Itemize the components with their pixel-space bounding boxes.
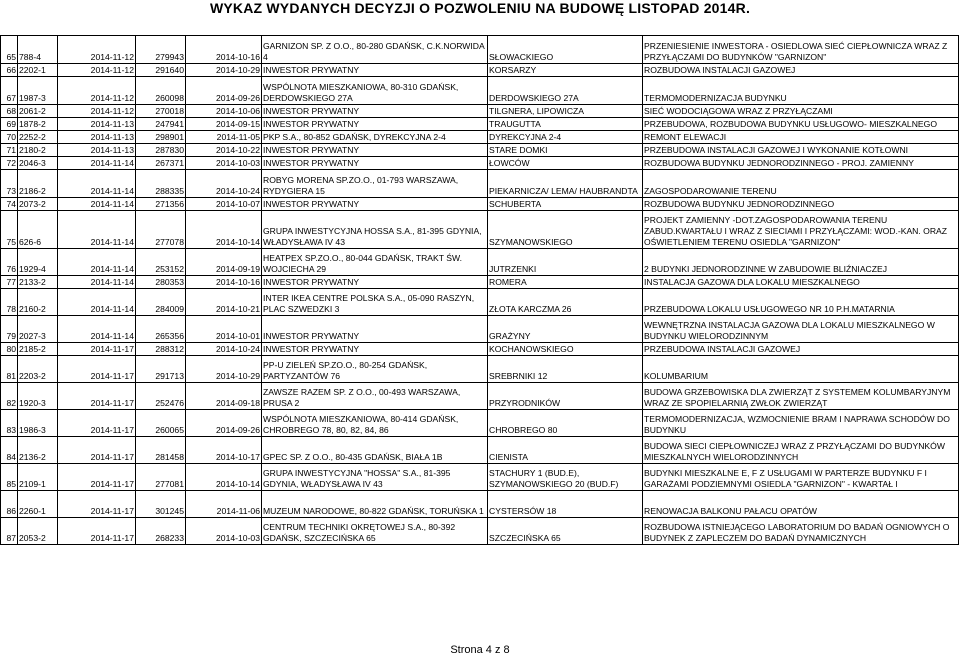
lp-cell: 82 [1, 383, 18, 410]
location-cell: SZCZECIŃSKA 65 [488, 518, 643, 545]
description-cell: KOLUMBARIUM [643, 356, 959, 383]
table-row [1, 518, 959, 545]
investor-cell: GRUPA INWESTYCYJNA HOSSA S.A., 81-395 GDYNIA, WŁADYSŁAWA IV 43 [262, 211, 488, 249]
application-number-cell: 2133-2 [18, 276, 58, 289]
lp-cell: 78 [1, 289, 18, 316]
decision-number-cell: 291713 [136, 356, 186, 383]
lp-cell: 68 [1, 105, 18, 118]
application-date-cell: 2014-11-13 [58, 118, 136, 131]
location-cell: GRAŻYNY [488, 316, 643, 343]
table-row [1, 356, 959, 383]
investor-cell: PP-U ZIELEŃ SP.ZO.O., 80-254 GDAŃSK, PARTYZANTÓW 76 [262, 356, 488, 383]
application-date-cell: 2014-11-14 [58, 157, 136, 170]
location-cell: PRZYRODNIKÓW [488, 383, 643, 410]
decision-date-cell: 2014-10-22 [186, 144, 262, 157]
location-cell: CYSTERSÓW 18 [488, 491, 643, 518]
application-date-cell: 2014-11-17 [58, 343, 136, 356]
decision-number-cell: 267371 [136, 157, 186, 170]
investor-cell: INWESTOR PRYWATNY [262, 64, 488, 77]
application-number-cell: 2185-2 [18, 343, 58, 356]
table-row [1, 198, 959, 211]
location-cell: JUTRZENKI [488, 249, 643, 276]
decision-number-cell: 260098 [136, 77, 186, 105]
decision-date-cell: 2014-10-01 [186, 316, 262, 343]
table-row [1, 464, 959, 491]
description-cell: TERMOMODERNIZACJA, WZMOCNIENIE BRAM I NAPRAWA SCHODÓW DO BUDYNKU [643, 410, 959, 437]
investor-cell: INWESTOR PRYWATNY [262, 316, 488, 343]
lp-cell: 72 [1, 157, 18, 170]
application-number-cell: 2202-1 [18, 64, 58, 77]
investor-cell: INWESTOR PRYWATNY [262, 276, 488, 289]
description-cell: BUDOWA SIECI CIEPŁOWNICZEJ WRAZ Z PRZYŁĄCZAMI DO BUDYNKÓW MIESZKALNYCH WIELORODZINNYCH [643, 437, 959, 464]
application-number-cell: 2180-2 [18, 144, 58, 157]
lp-cell: 65 [1, 36, 18, 64]
decision-date-cell: 2014-10-24 [186, 343, 262, 356]
location-cell: PIEKARNICZA/ LEMA/ HAUBRANDTA [488, 170, 643, 198]
location-cell: KORSARZY [488, 64, 643, 77]
decision-date-cell: 2014-09-18 [186, 383, 262, 410]
decision-number-cell: 288335 [136, 170, 186, 198]
application-number-cell: 1986-3 [18, 410, 58, 437]
application-date-cell: 2014-11-14 [58, 211, 136, 249]
investor-cell: WSPÓLNOTA MIESZKANIOWA, 80-414 GDAŃSK, CHROBREGO 78, 80, 82, 84, 86 [262, 410, 488, 437]
location-cell: ROMERA [488, 276, 643, 289]
decision-date-cell: 2014-10-03 [186, 518, 262, 545]
decision-date-cell: 2014-09-26 [186, 77, 262, 105]
decision-date-cell: 2014-10-21 [186, 289, 262, 316]
application-number-cell: 2260-1 [18, 491, 58, 518]
lp-cell: 76 [1, 249, 18, 276]
investor-cell: GARNIZON SP. Z O.O., 80-280 GDAŃSK, C.K.NORWIDA 4 [262, 36, 488, 64]
investor-cell: INWESTOR PRYWATNY [262, 118, 488, 131]
investor-cell: INWESTOR PRYWATNY [262, 105, 488, 118]
application-number-cell: 1878-2 [18, 118, 58, 131]
lp-cell: 67 [1, 77, 18, 105]
application-date-cell: 2014-11-12 [58, 64, 136, 77]
lp-cell: 77 [1, 276, 18, 289]
decision-date-cell: 2014-10-03 [186, 157, 262, 170]
application-date-cell: 2014-11-12 [58, 36, 136, 64]
description-cell: PRZEBUDOWA, ROZBUDOWA BUDYNKU USŁUGOWO- MIESZKALNEGO [643, 118, 959, 131]
decision-number-cell: 281458 [136, 437, 186, 464]
decision-date-cell: 2014-10-17 [186, 437, 262, 464]
location-cell: TRAUGUTTA [488, 118, 643, 131]
application-date-cell: 2014-11-17 [58, 383, 136, 410]
decision-number-cell: 298901 [136, 131, 186, 144]
application-date-cell: 2014-11-17 [58, 437, 136, 464]
decision-date-cell: 2014-10-06 [186, 105, 262, 118]
description-cell: RENOWACJA BALKONU PAŁACU OPATÓW [643, 491, 959, 518]
investor-cell: ROBYG MORENA SP.ZO.O., 01-793 WARSZAWA, RYDYGIERA 15 [262, 170, 488, 198]
lp-cell: 84 [1, 437, 18, 464]
table-row [1, 77, 959, 105]
decision-date-cell: 2014-10-16 [186, 276, 262, 289]
application-date-cell: 2014-11-14 [58, 289, 136, 316]
investor-cell: INWESTOR PRYWATNY [262, 144, 488, 157]
lp-cell: 86 [1, 491, 18, 518]
investor-cell: WSPÓLNOTA MIESZKANIOWA, 80-310 GDAŃSK, DERDOWSKIEGO 27A [262, 77, 488, 105]
application-date-cell: 2014-11-13 [58, 144, 136, 157]
table-row [1, 64, 959, 77]
description-cell: BUDOWA GRZEBOWISKA DLA ZWIERZĄT Z SYSTEMEM KOLUMBARYJNYM WRAZ ZE SPOPIELARNIĄ ZWŁOK ZWIERZĄT [643, 383, 959, 410]
application-number-cell: 2252-2 [18, 131, 58, 144]
description-cell: TERMOMODERNIZACJA BUDYNKU [643, 77, 959, 105]
lp-cell: 74 [1, 198, 18, 211]
description-cell: ROZBUDOWA INSTALACJI GAZOWEJ [643, 64, 959, 77]
investor-cell: HEATPEX SP.ZO.O., 80-044 GDAŃSK, TRAKT ŚW. WOJCIECHA 29 [262, 249, 488, 276]
table-row [1, 105, 959, 118]
investor-cell: INTER IKEA CENTRE POLSKA S.A., 05-090 RASZYN, PLAC SZWEDZKI 3 [262, 289, 488, 316]
location-cell: SREBRNIKI 12 [488, 356, 643, 383]
application-number-cell: 2136-2 [18, 437, 58, 464]
decision-date-cell: 2014-10-07 [186, 198, 262, 211]
decisions-table [0, 35, 959, 545]
application-date-cell: 2014-11-17 [58, 410, 136, 437]
lp-cell: 69 [1, 118, 18, 131]
description-cell: INSTALACJA GAZOWA DLA LOKALU MIESZKALNEGO [643, 276, 959, 289]
description-cell: 2 BUDYNKI JEDNORODZINNE W ZABUDOWIE BLIŹNIACZEJ [643, 249, 959, 276]
location-cell: SZYMANOWSKIEGO [488, 211, 643, 249]
decision-number-cell: 301245 [136, 491, 186, 518]
decision-date-cell: 2014-11-06 [186, 491, 262, 518]
lp-cell: 87 [1, 518, 18, 545]
application-number-cell: 2186-2 [18, 170, 58, 198]
lp-cell: 85 [1, 464, 18, 491]
location-cell: DERDOWSKIEGO 27A [488, 77, 643, 105]
application-number-cell: 2053-2 [18, 518, 58, 545]
lp-cell: 79 [1, 316, 18, 343]
investor-cell: CENTRUM TECHNIKI OKRĘTOWEJ S.A., 80-392 GDAŃSK, SZCZECIŃSKA 65 [262, 518, 488, 545]
application-number-cell: 2027-3 [18, 316, 58, 343]
application-date-cell: 2014-11-13 [58, 131, 136, 144]
investor-cell: INWESTOR PRYWATNY [262, 343, 488, 356]
decision-number-cell: 270018 [136, 105, 186, 118]
table-row [1, 491, 959, 518]
decision-number-cell: 277081 [136, 464, 186, 491]
application-date-cell: 2014-11-17 [58, 356, 136, 383]
application-number-cell: 1920-3 [18, 383, 58, 410]
application-date-cell: 2014-11-14 [58, 170, 136, 198]
lp-cell: 83 [1, 410, 18, 437]
application-number-cell: 2061-2 [18, 105, 58, 118]
description-cell: SIEĆ WODOCIĄGOWA WRAZ Z PRZYŁĄCZAMI [643, 105, 959, 118]
description-cell: ROZBUDOWA BUDYNKU JEDNORODZINNEGO - PROJ. ZAMIENNY [643, 157, 959, 170]
table-row [1, 437, 959, 464]
location-cell: SCHUBERTA [488, 198, 643, 211]
investor-cell: ZAWSZE RAZEM SP. Z O.O., 00-493 WARSZAWA, PRUSA 2 [262, 383, 488, 410]
investor-cell: MUZEUM NARODOWE, 80-822 GDAŃSK, TORUŃSKA 1 [262, 491, 488, 518]
decision-number-cell: 260065 [136, 410, 186, 437]
application-number-cell: 1929-4 [18, 249, 58, 276]
decision-number-cell: 280353 [136, 276, 186, 289]
decision-number-cell: 277078 [136, 211, 186, 249]
lp-cell: 66 [1, 64, 18, 77]
application-number-cell: 626-6 [18, 211, 58, 249]
decision-date-cell: 2014-10-14 [186, 464, 262, 491]
page-number: Strona 4 z 8 [450, 644, 510, 656]
table-row [1, 157, 959, 170]
lp-cell: 71 [1, 144, 18, 157]
decision-number-cell: 265356 [136, 316, 186, 343]
decision-date-cell: 2014-10-29 [186, 356, 262, 383]
table-row [1, 211, 959, 249]
application-number-cell: 2160-2 [18, 289, 58, 316]
application-number-cell: 2073-2 [18, 198, 58, 211]
location-cell: CIENISTA [488, 437, 643, 464]
application-date-cell: 2014-11-17 [58, 518, 136, 545]
table-row [1, 410, 959, 437]
description-cell: PRZENIESIENIE INWESTORA - OSIEDLOWA SIEĆ CIEPŁOWNICZA WRAZ Z PRZYŁĄCZAMI DO BUDYNKÓW "GARNIZON" [643, 36, 959, 64]
application-number-cell: 1987-3 [18, 77, 58, 105]
decision-number-cell: 252476 [136, 383, 186, 410]
location-cell: ZŁOTA KARCZMA 26 [488, 289, 643, 316]
application-number-cell: 2046-3 [18, 157, 58, 170]
investor-cell: GPEC SP. Z O.O., 80-435 GDAŃSK, BIAŁA 1B [262, 437, 488, 464]
decision-number-cell: 287830 [136, 144, 186, 157]
table-row [1, 36, 959, 64]
investor-cell: GRUPA INWESTYCYJNA "HOSSA" S.A., 81-395 GDYNIA, WŁADYSŁAWA IV 43 [262, 464, 488, 491]
location-cell: SŁOWACKIEGO [488, 36, 643, 64]
lp-cell: 81 [1, 356, 18, 383]
location-cell: ŁOWCÓW [488, 157, 643, 170]
application-date-cell: 2014-11-14 [58, 198, 136, 211]
description-cell: PRZEBUDOWA INSTALACJI GAZOWEJ [643, 343, 959, 356]
description-cell: ZAGOSPODAROWANIE TERENU [643, 170, 959, 198]
decision-date-cell: 2014-10-14 [186, 211, 262, 249]
description-cell: ROZBUDOWA BUDYNKU JEDNORODZINNEGO [643, 198, 959, 211]
decision-date-cell: 2014-10-24 [186, 170, 262, 198]
application-date-cell: 2014-11-17 [58, 491, 136, 518]
decision-date-cell: 2014-09-15 [186, 118, 262, 131]
description-cell: REMONT ELEWACJI [643, 131, 959, 144]
lp-cell: 75 [1, 211, 18, 249]
description-cell: PRZEBUDOWA INSTALACJI GAZOWEJ I WYKONANIE KOTŁOWNI [643, 144, 959, 157]
application-number-cell: 2203-2 [18, 356, 58, 383]
description-cell: ROZBUDOWA ISTNIEJĄCEGO LABORATORIUM DO BADAŃ OGNIOWYCH O BUDYNEK Z ZAPLECZEM DO BADAŃ DYNAMICZNYCH [643, 518, 959, 545]
application-date-cell: 2014-11-14 [58, 276, 136, 289]
description-cell: BUDYNKI MIESZKALNE E, F Z USŁUGAMI W PARTERZE BUDYNKU F I GARAŻAMI PODZIEMNYMI OSIEDLA "GARNIZON" - KWARTAŁ I [643, 464, 959, 491]
decision-number-cell: 279943 [136, 36, 186, 64]
decision-number-cell: 284009 [136, 289, 186, 316]
decision-number-cell: 271356 [136, 198, 186, 211]
description-cell: PRZEBUDOWA LOKALU USŁUGOWEGO NR 10 P.H.MATARNIA [643, 289, 959, 316]
application-date-cell: 2014-11-17 [58, 464, 136, 491]
decision-date-cell: 2014-11-05 [186, 131, 262, 144]
decision-number-cell: 268233 [136, 518, 186, 545]
table-row [1, 316, 959, 343]
decision-date-cell: 2014-10-16 [186, 36, 262, 64]
table-row [1, 383, 959, 410]
investor-cell: INWESTOR PRYWATNY [262, 157, 488, 170]
application-date-cell: 2014-11-12 [58, 105, 136, 118]
table-row [1, 131, 959, 144]
lp-cell: 73 [1, 170, 18, 198]
location-cell: DYREKCYJNA 2-4 [488, 131, 643, 144]
location-cell: TILGNERA, LIPOWICZA [488, 105, 643, 118]
investor-cell: INWESTOR PRYWATNY [262, 198, 488, 211]
lp-cell: 80 [1, 343, 18, 356]
decision-number-cell: 253152 [136, 249, 186, 276]
table-row [1, 118, 959, 131]
decision-number-cell: 288312 [136, 343, 186, 356]
table-row [1, 144, 959, 157]
decision-date-cell: 2014-09-19 [186, 249, 262, 276]
location-cell: STACHURY 1 (BUD.E), SZYMANOWSKIEGO 20 (BUD.F) [488, 464, 643, 491]
application-date-cell: 2014-11-12 [58, 77, 136, 105]
description-cell: PROJEKT ZAMIENNY -DOT.ZAGOSPODAROWANIA TERENU ZABUD.KWARTAŁU I WRAZ Z SIECIAMI I PRZYŁĄCZAMI: WOD.-KAN. ORAZ OŚWIETLENIEM TERENU OSIEDLA "GARNIZON" [643, 211, 959, 249]
application-date-cell: 2014-11-14 [58, 249, 136, 276]
location-cell: STARE DOMKI [488, 144, 643, 157]
decision-date-cell: 2014-10-29 [186, 64, 262, 77]
description-cell: WEWNĘTRZNA INSTALACJA GAZOWA DLA LOKALU MIESZKALNEGO W BUDYNKU WIELORODZINNYM [643, 316, 959, 343]
investor-cell: PKP S.A., 80-852 GDAŃSK, DYREKCYJNA 2-4 [262, 131, 488, 144]
application-number-cell: 788-4 [18, 36, 58, 64]
application-date-cell: 2014-11-14 [58, 316, 136, 343]
table-row [1, 343, 959, 356]
table-row [1, 276, 959, 289]
table-row [1, 289, 959, 316]
lp-cell: 70 [1, 131, 18, 144]
decision-number-cell: 247941 [136, 118, 186, 131]
location-cell: KOCHANOWSKIEGO [488, 343, 643, 356]
decision-number-cell: 291640 [136, 64, 186, 77]
table-row [1, 170, 959, 198]
application-number-cell: 2109-1 [18, 464, 58, 491]
location-cell: CHROBREGO 80 [488, 410, 643, 437]
decision-date-cell: 2014-09-26 [186, 410, 262, 437]
page-title: WYKAZ WYDANYCH DECYZJI O POZWOLENIU NA BUDOWĘ LISTOPAD 2014R. [209, 0, 751, 16]
table-row [1, 249, 959, 276]
